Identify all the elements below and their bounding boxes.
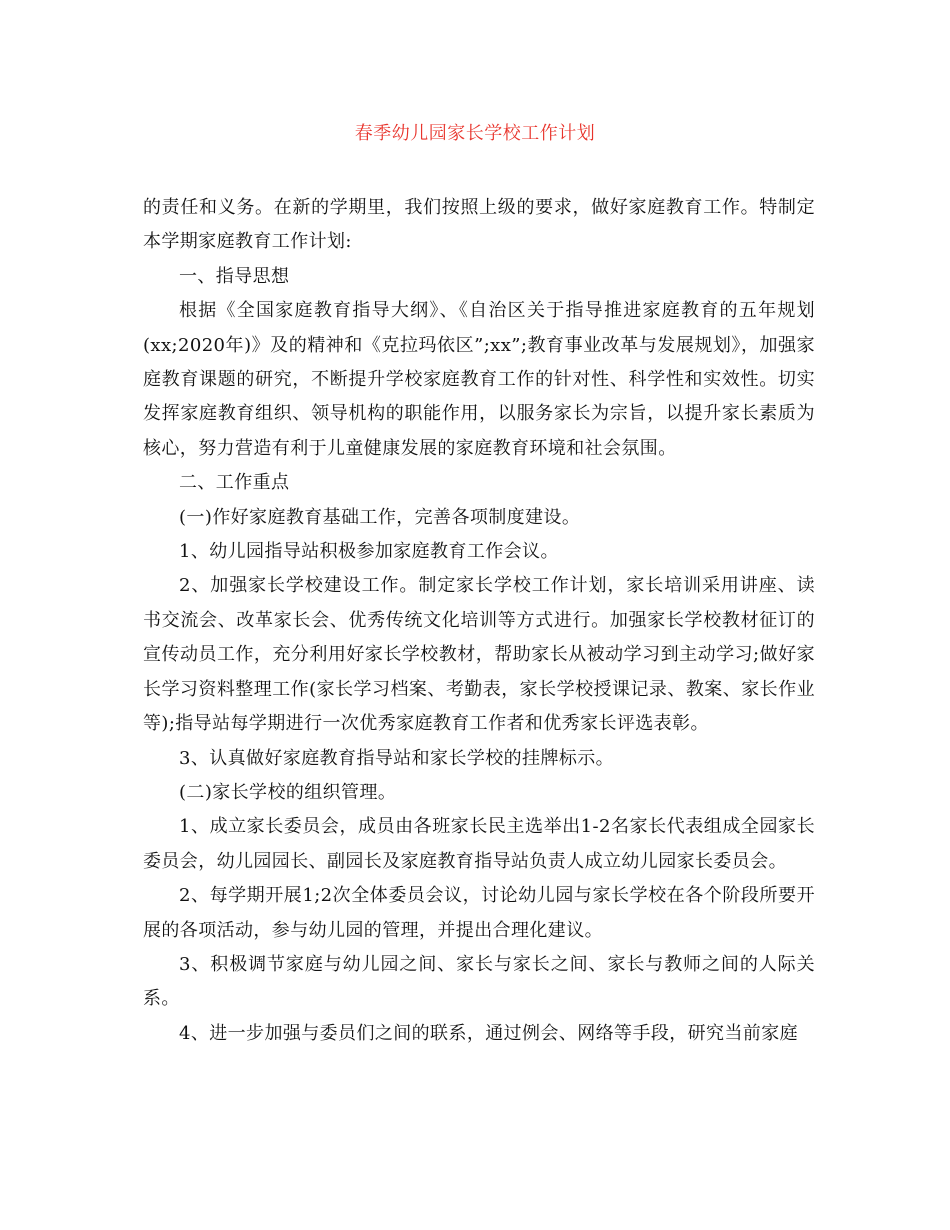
list-item: 1、幼儿园指导站积极参加家庭教育工作会议。 (179, 541, 559, 563)
list-item: 2、每学期开展1;2次全体委员会议，讨论幼儿园与家长学校在各个阶段所要开展的各项活动，参与幼儿园的管理，并提出合理化建议。 (143, 885, 815, 941)
paragraph: 根据《全国家庭教育指导大纲》、《自治区关于指导推进家庭教育的五年规划(xx;2020年)》及的精神和《克拉玛依区”;xx”;教育事业改革与发展规划》，加强家庭教育课题的研究，不断提升学校家庭教育工作的针对性、科学性和实效性。切实发挥家庭教育组织、领导机构的职能作用，以服务家长为宗旨，以提升家长素质为核心，努力营造有利于儿童健康发展的家庭教育环境和社会氛围。 (143, 300, 815, 459)
paragraph: 的责任和义务。在新的学期里，我们按照上级的要求，做好家庭教育工作。特制定本学期家庭教育工作计划: (143, 197, 815, 253)
section-heading: 一、指导思想 (179, 265, 290, 287)
subsection-heading: (二)家长学校的组织管理。 (179, 781, 397, 803)
subsection-heading: (一)作好家庭教育基础工作，完善各项制度建设。 (179, 506, 581, 528)
list-item: 4、进一步加强与委员们之间的联系，通过例会、网络等手段，研究当前家庭 (179, 1022, 799, 1044)
document-body (143, 191, 815, 1051)
list-item: 1、成立家长委员会，成员由各班家长民主选举出1-2名家长代表组成全园家长委员会，幼儿园园长、副园长及家庭教育指导站负责人成立幼儿园家长委员会。 (143, 816, 815, 872)
section-heading: 二、工作重点 (179, 472, 290, 494)
list-item: 3、积极调节家庭与幼儿园之间、家长与家长之间、家长与教师之间的人际关系。 (143, 953, 815, 1010)
list-item: 2、加强家长学校建设工作。制定家长学校工作计划，家长培训采用讲座、读书交流会、改革家长会、优秀传统文化培训等方式进行。加强家长学校教材征订的宣传动员工作，充分利用好家长学校教材，帮助家长从被动学习到主动学习;做好家长学习资料整理工作(家长学习档案、考勤表，家长学校授课记录、教案、家长作业等);指导站每学期进行一次优秀家庭教育工作者和优秀家长评选表彰。 (143, 575, 815, 735)
list-item: 3、认真做好家庭教育指导站和家长学校的挂牌标示。 (179, 747, 615, 769)
document-title: 春季幼儿园家长学校工作计划 (354, 123, 596, 144)
